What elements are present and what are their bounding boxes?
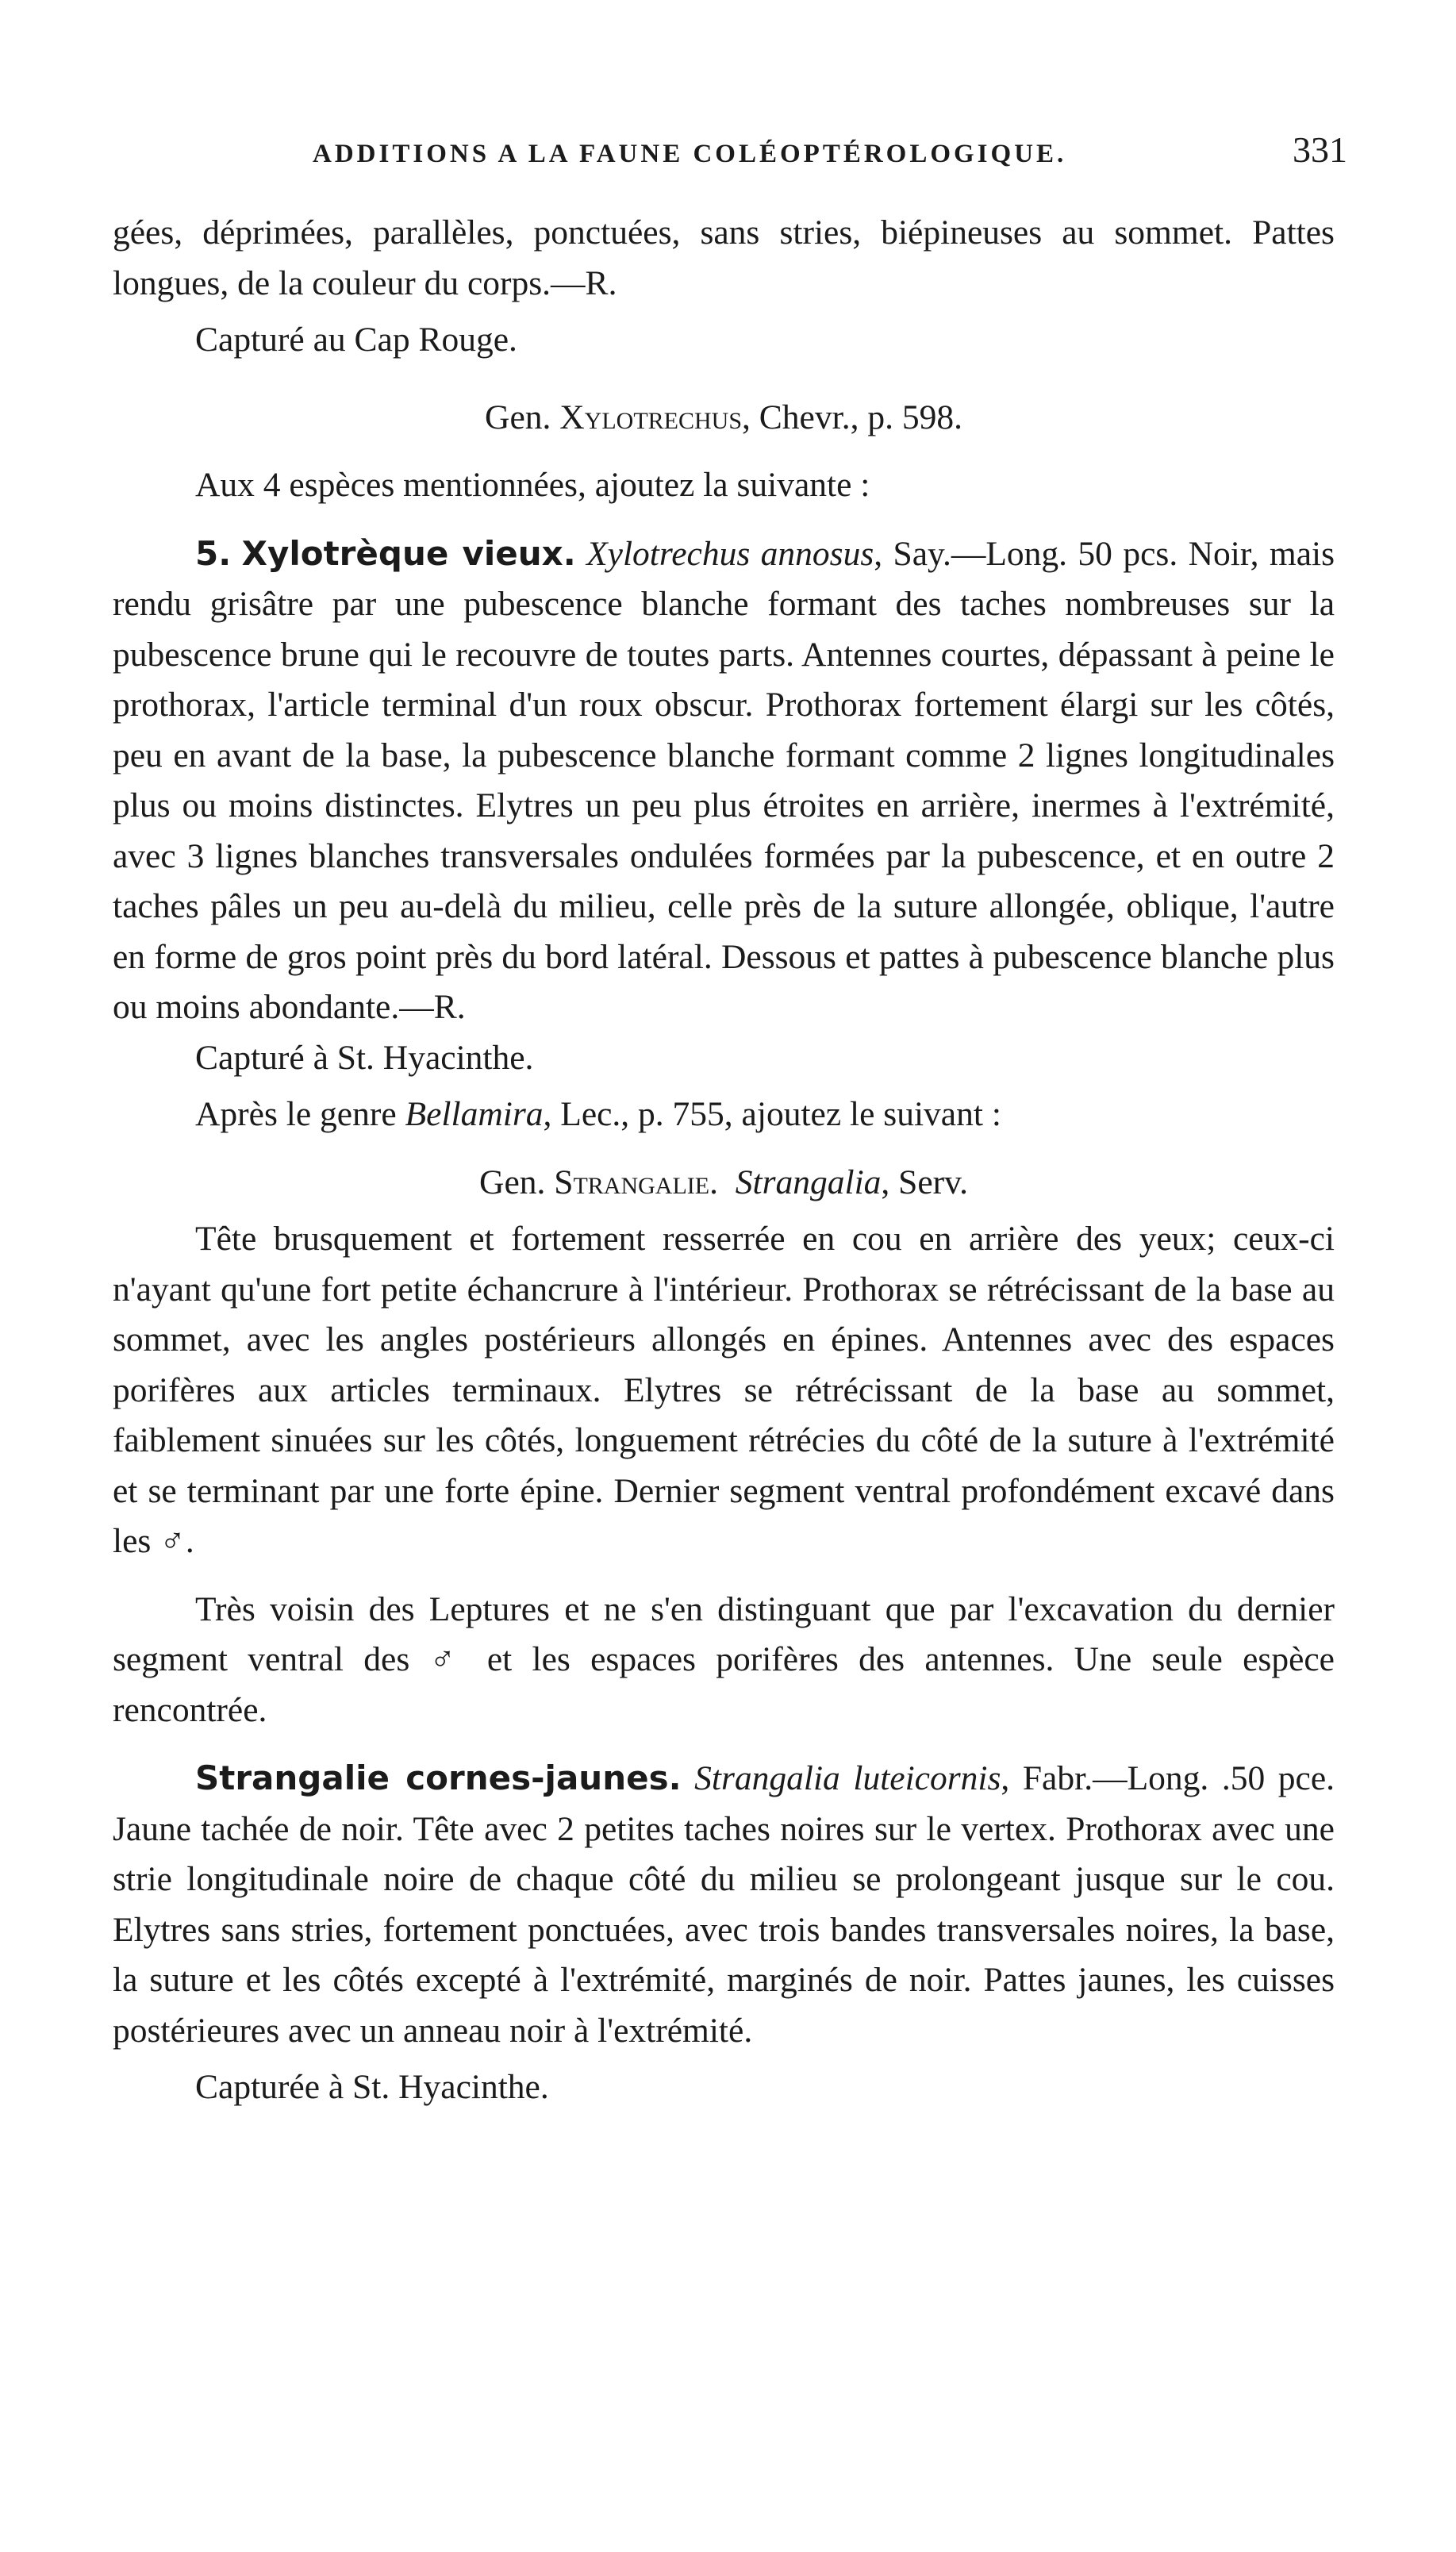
capture-note-final: Capturée à St. Hyacinthe. [195,2068,549,2106]
species-number: 5. [195,533,232,573]
species-latin-name: Strangalia luteicornis [694,1759,1001,1797]
capture-note-cap-rouge: Capturé au Cap Rouge. [195,321,517,359]
instruction-text-a: Après le genre [195,1095,405,1133]
page-body [113,208,1335,2113]
genus-remark: Très voisin des Leptures et ne s'en distinguant que par l'excavation du dernier segment ventral des ♂ et les espaces porifères des antennes. Une seule espèce rencontrée. [113,1589,1335,1729]
genus-name: Xylotrechus [559,398,743,436]
paragraph-continuation: gées, déprimées, parallèles, ponctuées, sans stries, biépineuses au sommet. Pattes longues, de la couleur du corps.—R. [113,213,1335,302]
genus-heading-strangalia [113,1158,1335,1209]
species-description: , Say.—Long. 50 pcs. Noir, mais rendu grisâtre par une pubescence blanche formant des taches nombreuses sur la pubescence brune qui le recouvre de toutes parts. Antennes courtes, dépassant à peine le prothorax, l'article terminal d'un roux obscur. Prothorax fortement élargi sur les côtés, peu en avant de la base, la pubescence blanche formant comme 2 lignes longitudinales plus ou moins distinctes. Elytres un peu plus étroites en arrière, inermes à l'extrémité, avec 3 lignes blanches transversales ondulées formées par la pubescence, et en outre 2 taches pâles un peu au-delà du milieu, celle près de la suture allongée, oblique, l'autre en forme de gros point près du bord latéral. Dessous et pattes à pubescence blanche plus ou moins abondante.—R. [113,534,1335,1026]
instruction-add-species: Aux 4 espèces mentionnées, ajoutez la suivante : [195,466,870,504]
running-title: ADDITIONS A LA FAUNE COLÉOPTÉROLOGIQUE. [313,140,1067,168]
species-entry-strangalie [113,1753,1335,2056]
capture-note-st-hyacinthe: Capturé à St. Hyacinthe. [195,1038,534,1077]
species-common-name: Strangalie cornes-jaunes. [195,1758,682,1797]
genus-prefix: Gen. [485,398,551,436]
instruction-text-b: , Lec., p. 755, ajoutez le suivant : [543,1095,1001,1133]
species-latin-name: Xylotrechus annosus [586,534,874,573]
page-number: 331 [1293,129,1347,170]
genus-description: Tête brusquement et fortement resserrée en cou en arrière des yeux; ceux-ci n'ayant qu'une fort petite échancrure à l'intérieur. Prothorax se rétrécissant de la base au sommet, avec les angles postérieurs allongés en épines. Antennes avec des espaces porifères aux articles terminaux. Elytres se rétrécissant de la base au sommet, faiblement sinuées sur les côtés, longuement rétrécies du côté de la suture à l'extrémité et se terminant par une forte épine. Dernier segment ventral profondément excavé dans les ♂. [113,1220,1335,1560]
genus-bellamira: Bellamira [405,1095,544,1133]
genus-name: Strangalie. [554,1163,718,1201]
genus-authority: , Chevr., p. 598. [742,398,962,436]
book-page [113,119,1347,2106]
genus-heading-xylotrechus [113,393,1335,444]
species-description: , Fabr.—Long. .50 pce. Jaune tachée de noir. Tête avec 2 petites taches noires sur le vertex. Prothorax avec une strie longitudinale noire de chaque côté du milieu se prolongeant jusque sur le cou. Elytres sans stries, fortement ponctuées, avec trois bandes transversales noires, la base, la suture et les côtés excepté à l'extrémité, marginés de noir. Pattes jaunes, les cuisses postérieures avec un anneau noir à l'extrémité. [113,1759,1335,2050]
genus-latin-name: Strangalia [735,1163,882,1201]
genus-authority: , Serv. [881,1163,968,1201]
running-head [113,119,1347,183]
genus-prefix: Gen. [479,1163,546,1201]
species-entry-xylotreque-vieux [113,528,1335,1033]
species-common-name: Xylotrèque vieux. [241,533,576,573]
instruction-after-bellamira [113,1090,1335,1140]
